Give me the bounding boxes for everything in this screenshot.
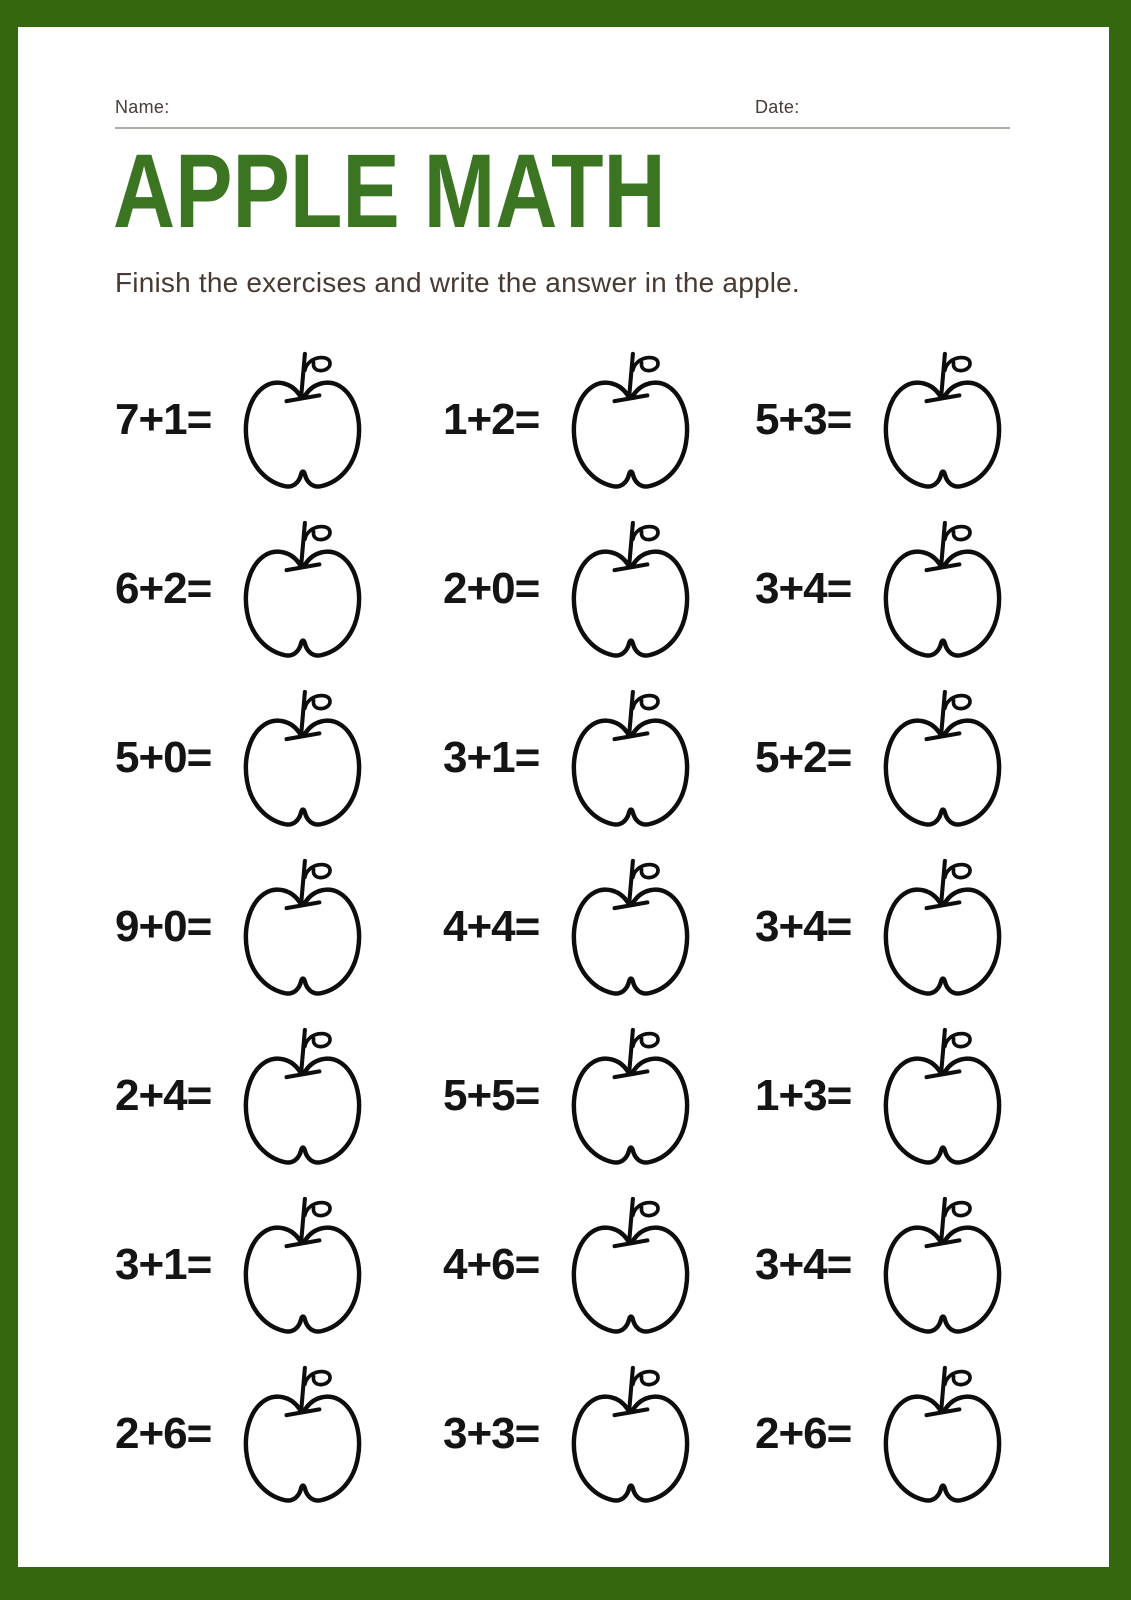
- equation-text: 3+3=: [443, 1408, 540, 1458]
- apple-outline-icon: [569, 1364, 691, 1504]
- math-problem: [115, 842, 443, 1011]
- equation-text: 7+1=: [115, 394, 212, 444]
- math-problem: [755, 1011, 1083, 1180]
- math-problem: [115, 673, 443, 842]
- apple-outline-icon: [569, 1195, 691, 1335]
- math-problem: [115, 1011, 443, 1180]
- math-problem: [115, 504, 443, 673]
- equation-text: 9+0=: [115, 901, 212, 951]
- equation-text: 5+5=: [443, 1070, 540, 1120]
- math-problem: [115, 1180, 443, 1349]
- math-problem: [443, 842, 755, 1011]
- apple-outline-icon: [241, 688, 363, 828]
- apple-outline-icon: [569, 350, 691, 490]
- apple-outline-icon: [881, 519, 1003, 659]
- apple-outline-icon: [241, 350, 363, 490]
- math-problem: [443, 1349, 755, 1518]
- math-problem: [443, 1180, 755, 1349]
- math-problem: [755, 335, 1083, 504]
- problems-grid: [115, 335, 1083, 1518]
- apple-outline-icon: [569, 1026, 691, 1166]
- math-problem: [115, 335, 443, 504]
- apple-outline-icon: [241, 519, 363, 659]
- math-problem: [443, 335, 755, 504]
- equation-text: 3+4=: [755, 901, 852, 951]
- apple-outline-icon: [881, 350, 1003, 490]
- equation-text: 3+1=: [115, 1239, 212, 1289]
- apple-outline-icon: [881, 1026, 1003, 1166]
- apple-outline-icon: [569, 519, 691, 659]
- apple-outline-icon: [569, 688, 691, 828]
- math-problem: [755, 673, 1083, 842]
- apple-outline-icon: [881, 857, 1003, 997]
- math-problem: [755, 504, 1083, 673]
- apple-outline-icon: [881, 688, 1003, 828]
- equation-text: 3+4=: [755, 1239, 852, 1289]
- page-subtitle: Finish the exercises and write the answer in the apple.: [115, 267, 800, 298]
- equation-text: 1+2=: [443, 394, 540, 444]
- equation-text: 1+3=: [755, 1070, 852, 1120]
- equation-text: 2+0=: [443, 563, 540, 613]
- math-problem: [115, 1349, 443, 1518]
- math-problem: [443, 673, 755, 842]
- date-field-label: Date:: [755, 97, 800, 117]
- math-problem: [443, 504, 755, 673]
- equation-text: 4+4=: [443, 901, 540, 951]
- equation-text: 2+6=: [755, 1408, 852, 1458]
- equation-text: 6+2=: [115, 563, 212, 613]
- math-problem: [755, 1349, 1083, 1518]
- apple-outline-icon: [241, 1195, 363, 1335]
- equation-text: 5+2=: [755, 732, 852, 782]
- equation-text: 2+6=: [115, 1408, 212, 1458]
- math-problem: [443, 1011, 755, 1180]
- apple-outline-icon: [569, 857, 691, 997]
- apple-outline-icon: [881, 1195, 1003, 1335]
- math-problem: [755, 1180, 1083, 1349]
- math-problem: [755, 842, 1083, 1011]
- page-title: APPLE MATH: [113, 133, 666, 251]
- equation-text: 3+4=: [755, 563, 852, 613]
- worksheet-page: [18, 27, 1109, 1567]
- apple-outline-icon: [241, 1364, 363, 1504]
- apple-outline-icon: [241, 857, 363, 997]
- equation-text: 4+6=: [443, 1239, 540, 1289]
- equation-text: 5+0=: [115, 732, 212, 782]
- apple-outline-icon: [881, 1364, 1003, 1504]
- name-field-label: Name:: [115, 97, 170, 117]
- apple-outline-icon: [241, 1026, 363, 1166]
- equation-text: 3+1=: [443, 732, 540, 782]
- equation-text: 5+3=: [755, 394, 852, 444]
- equation-text: 2+4=: [115, 1070, 212, 1120]
